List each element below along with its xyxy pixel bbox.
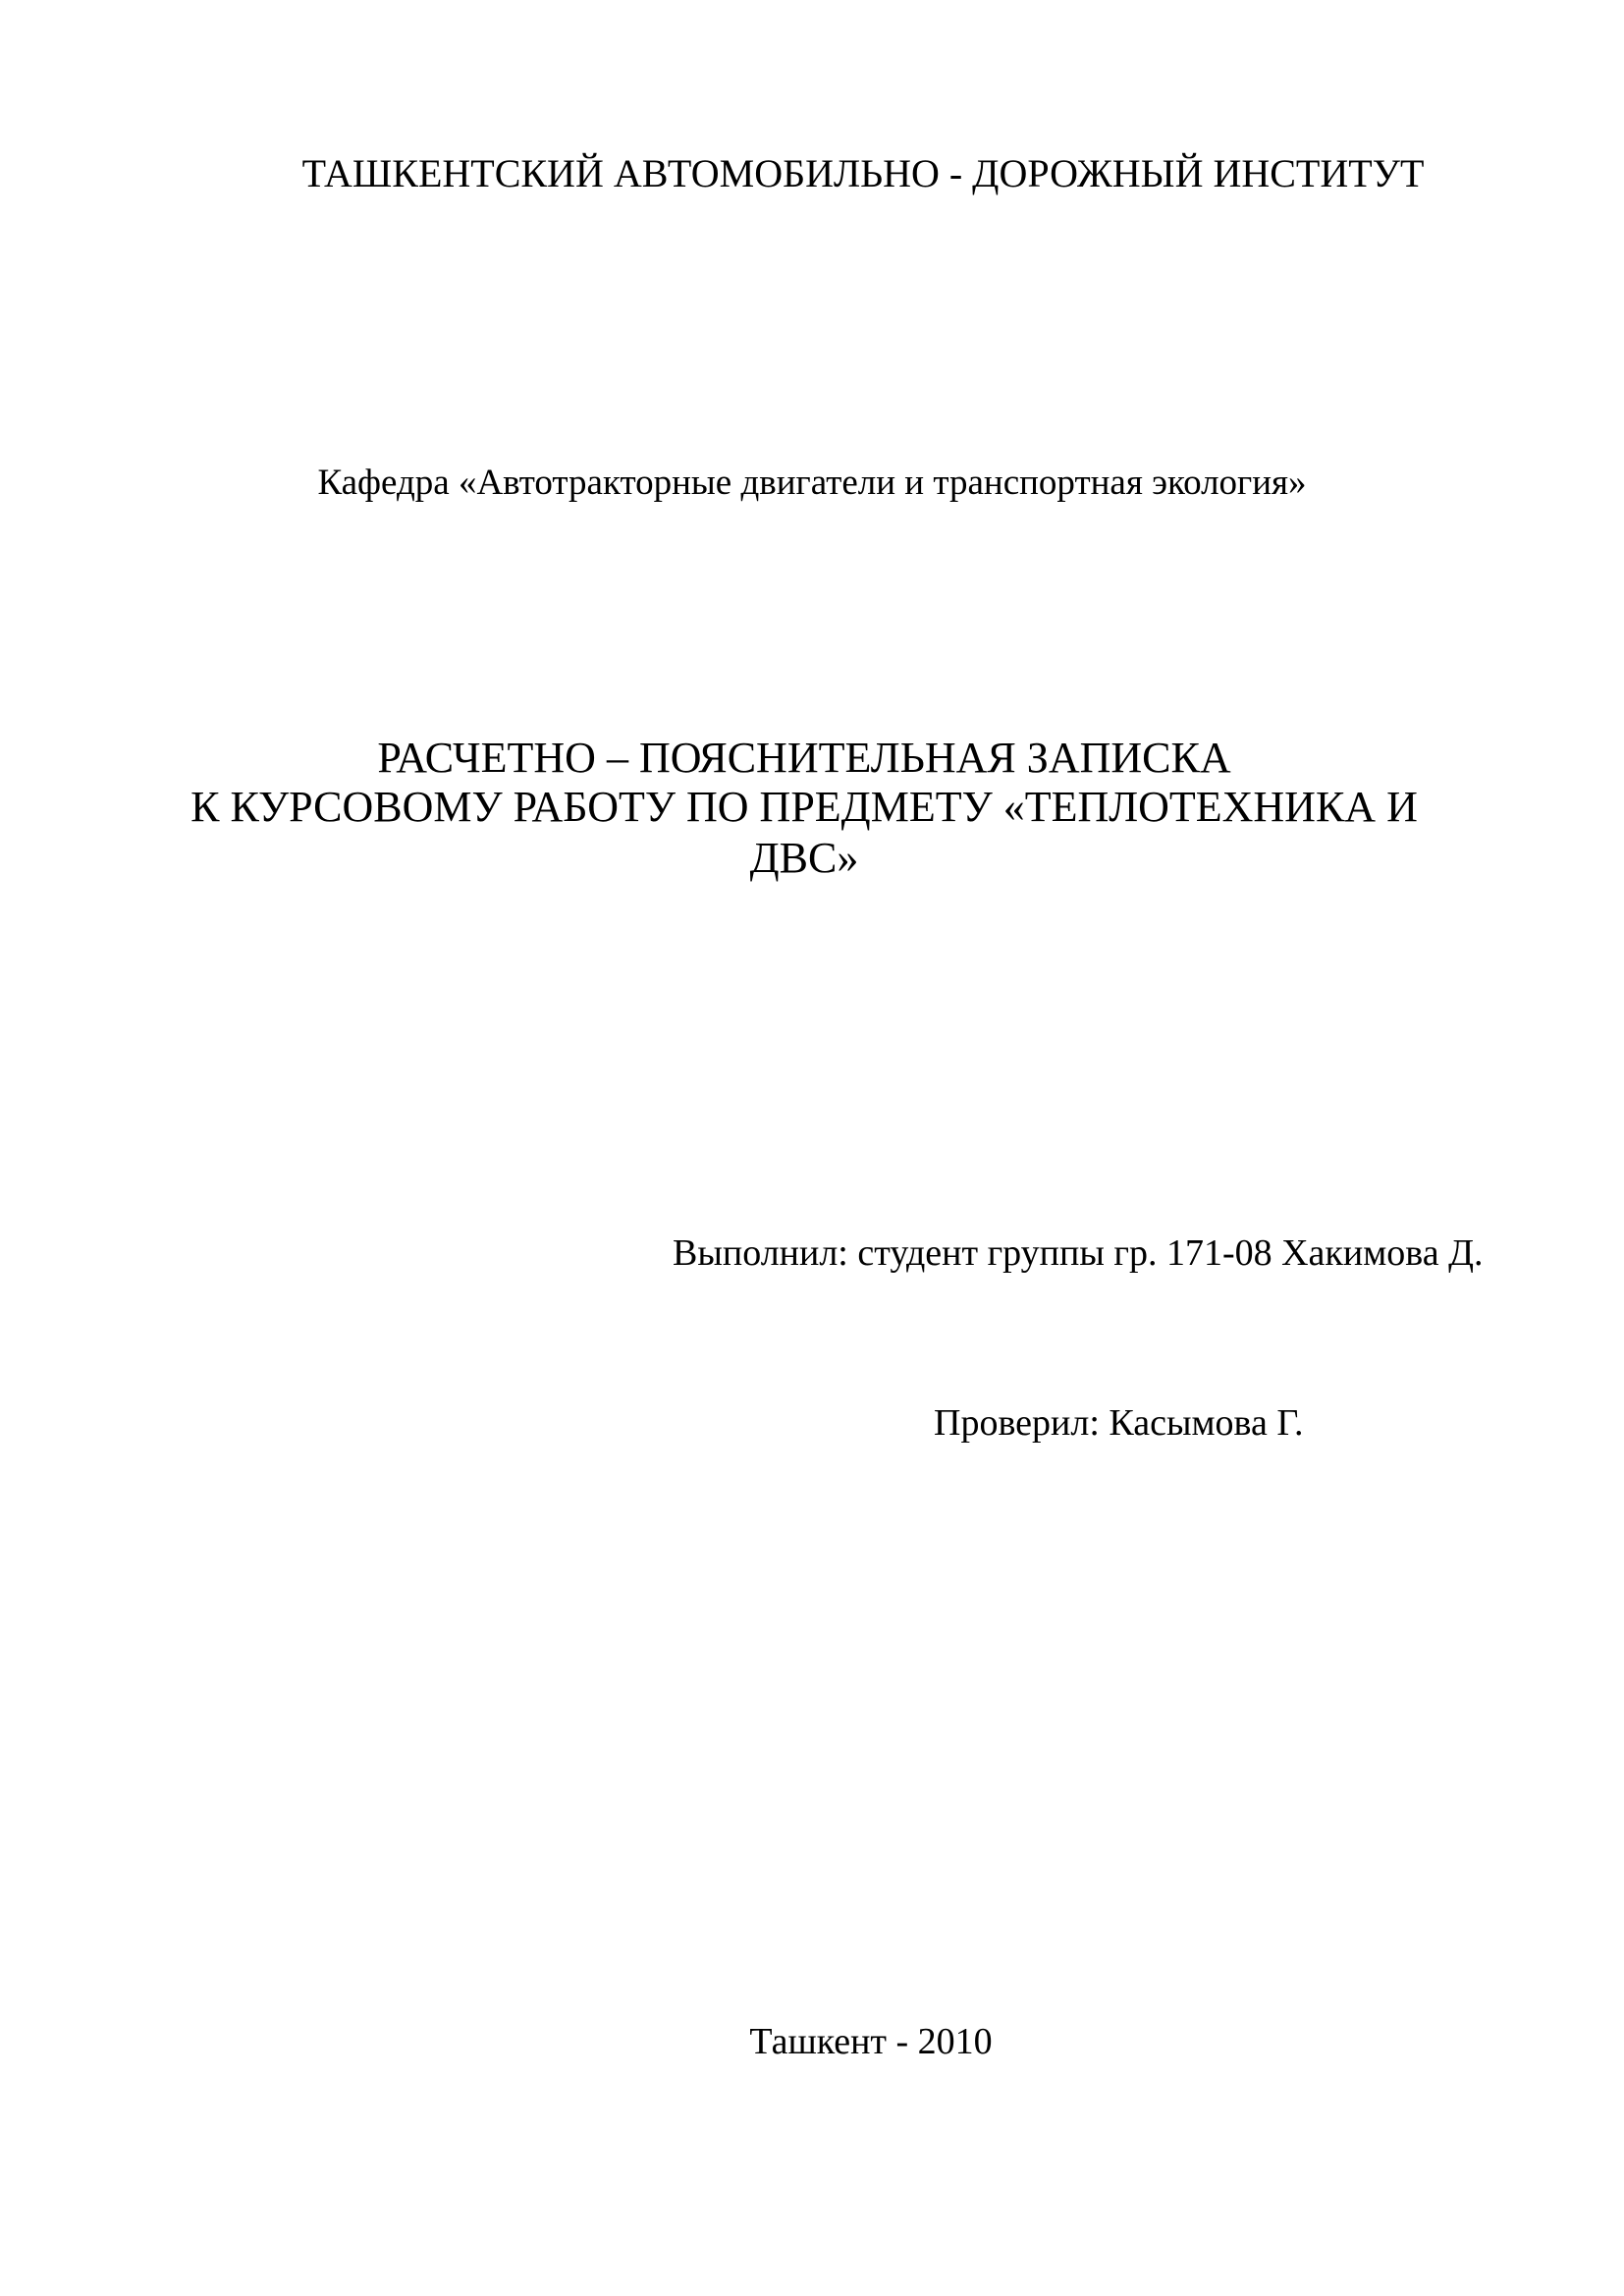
document-title-line-2: К КУРСОВОМУ РАБОТУ ПО ПРЕДМЕТУ «ТЕПЛОТЕХНИКА И [190, 783, 1418, 831]
department-name: Кафедра «Автотракторные двигатели и транспортная экология» [317, 463, 1307, 503]
city-year-footer: Ташкент - 2010 [749, 2021, 993, 2062]
institute-name: ТАШКЕНТСКИЙ АВТОМОБИЛЬНО - ДОРОЖНЫЙ ИНСТИТУТ [301, 151, 1425, 195]
document-title-line-1: РАСЧЕТНО – ПОЯСНИТЕЛЬНАЯ ЗАПИСКА [377, 734, 1231, 782]
document-title-line-3: ДВС» [749, 834, 859, 882]
checked-by-line: Проверил: Касымова Г. [934, 1402, 1304, 1444]
performed-by-line: Выполнил: студент группы гр. 171-08 Хакимова Д. [673, 1232, 1484, 1274]
